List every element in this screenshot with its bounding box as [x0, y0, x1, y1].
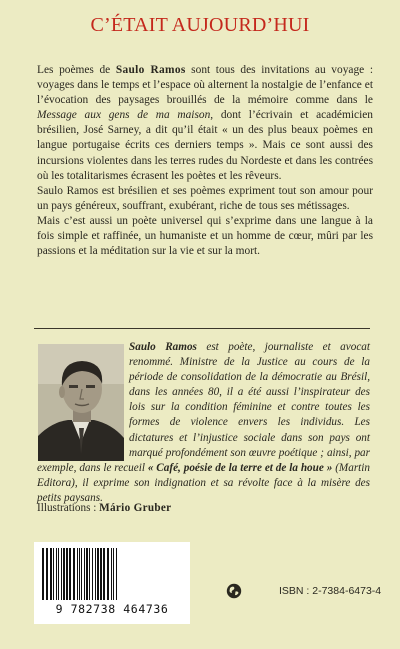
barcode-stripe: [73, 548, 75, 600]
barcode-stripe: [63, 548, 65, 600]
barcode-stripe: [111, 548, 112, 600]
barcode-stripe: [61, 548, 62, 600]
barcode-stripe: [53, 548, 54, 600]
barcode: [34, 542, 190, 624]
barcode-stripe: [92, 548, 93, 600]
barcode-stripe: [42, 548, 44, 600]
blurb-paragraph-3: Mais c’est aussi un poète universel qui s’exprime dans une langue à la fois simple et raffinée, un humaniste et un homme de cœur, mûri par les passions et la méditation sur la vie et sur la mort.: [37, 214, 373, 258]
barcode-stripe: [50, 548, 52, 600]
barcode-stripe: [107, 548, 109, 600]
barcode-bars: [40, 548, 184, 600]
barcode-stripe: [103, 548, 105, 600]
barcode-stripe: [84, 548, 85, 600]
barcode-stripe: [56, 548, 57, 600]
bio-text-2: (Martin Editora), il exprime son indignation et sa révolte face à la misère des petits paysans.: [37, 461, 370, 504]
barcode-stripe: [66, 548, 68, 600]
book-blurb: [37, 63, 373, 259]
barcode-stripe: [46, 548, 48, 600]
barcode-stripe: [77, 548, 78, 600]
barcode-stripe: [97, 548, 99, 600]
bio-author-name: Saulo Ramos: [129, 341, 197, 353]
barcode-stripe: [86, 548, 88, 600]
barcode-stripe: [69, 548, 71, 600]
barcode-stripe: [81, 548, 82, 600]
author-name: Saulo Ramos: [115, 64, 186, 76]
isbn: ISBN : 2-7384-6473-4: [279, 585, 382, 597]
barcode-stripe: [95, 548, 96, 600]
blurb-p1-lead: Les poèmes de: [37, 64, 116, 76]
blurb-p1-middle: sont tous des invitations au voyage : voyages dans le temps et l’espace où alternent la nostalgie de l’enfance et l’évocation des paysages brouillés de la mémoire comme dans le: [37, 64, 373, 107]
poem-title: Message aux gens de ma maison: [37, 109, 211, 122]
section-divider: [34, 328, 370, 329]
barcode-stripe: [116, 548, 117, 600]
illustrations-label: Illustrations :: [37, 502, 100, 514]
publisher-globe-icon: [226, 583, 242, 599]
bio-book-title: « Café, poésie de la terre et de la houe »: [147, 461, 333, 474]
illustrator-name: Mário Gruber: [99, 502, 172, 514]
barcode-stripe: [89, 548, 90, 600]
photo-spacer: [37, 340, 129, 458]
author-biography: [37, 340, 370, 506]
barcode-stripe: [113, 548, 114, 600]
blurb-paragraph-2: Saulo Ramos est brésilien et ses poèmes expriment tout son amour pour un pays généreux, souffrant, exubérant, riche de tous ses métissages.: [37, 184, 373, 212]
blurb-paragraph-1: [37, 63, 373, 184]
barcode-number: 9 782738 464736: [55, 602, 169, 616]
barcode-stripe: [79, 548, 80, 600]
bio-text-1: est poète, journaliste et avocat renommé. Ministre de la Justice au cours de la période de consolidation de la démocratie au Brésil, dans les années 80, il a été aussi l’inspirateur des lois sur la condition féminine et contre toutes les formes de violence envers les individus. Les dictatures et l’injustice sociale dans son pays ont marqué profondément son œuvre poétique ; ainsi, par exemple, dans le recueil: [37, 341, 370, 474]
barcode-stripe: [100, 548, 102, 600]
illustrations-credit: [37, 502, 171, 514]
barcode-stripe: [58, 548, 59, 600]
page-title: C’ÉTAIT AUJOURD’HUI: [90, 14, 310, 36]
blurb-p1-end: , dont l’écrivain et académicien brésilien, José Sarney, a dit qu’il était « un des plus beaux poèmes en langue portugaise écrits ces derniers temps ». Mais ce sont aussi des incursions violentes dans les terres rudes du Nordeste et dans les contrées où les totalitarismes écrasent les poètes et les rêveurs.: [37, 109, 373, 182]
